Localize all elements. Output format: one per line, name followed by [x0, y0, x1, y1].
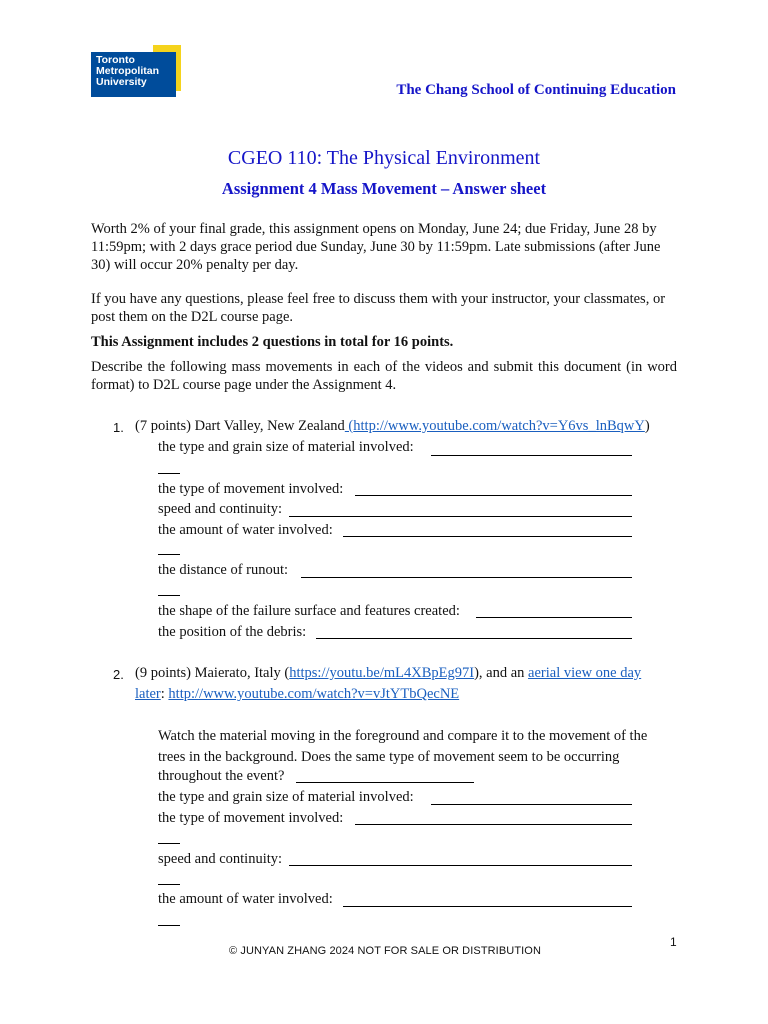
q1-failure-answer-line[interactable]	[476, 616, 632, 618]
q2-watch-line-3: throughout the event?	[158, 768, 285, 784]
q2-field-movement: the type of movement involved:	[158, 810, 344, 826]
q1-link-paren[interactable]: (	[344, 418, 354, 434]
q1-material-answer-line[interactable]	[431, 454, 632, 456]
q1-speed-answer-line[interactable]	[289, 515, 632, 517]
q1-debris-answer-line[interactable]	[316, 637, 632, 639]
logo-line-1: Toronto	[96, 54, 135, 66]
page-number: 1	[670, 935, 677, 949]
q2-movement-answer-line[interactable]	[355, 823, 632, 825]
intro-total: This Assignment includes 2 questions in total for 16 points.	[91, 334, 454, 350]
q2-water-answer-line[interactable]	[343, 905, 632, 907]
q1-video-link[interactable]: http://www.youtube.com/watch?v=Y6vs_lnBqwY	[353, 418, 645, 434]
copyright-footer: © JUNYAN ZHANG 2024 NOT FOR SALE OR DISTRIBUTION	[229, 945, 541, 957]
logo-wordmark	[96, 55, 159, 89]
q1-water-answer-line-cont[interactable]	[158, 554, 180, 555]
q1-field-failure: the shape of the failure surface and features created:	[158, 603, 460, 619]
logo-line-2: Metropolitan	[96, 65, 159, 78]
q1-field-material: the type and grain size of material involved:	[158, 439, 414, 455]
intro-worth: Worth 2% of your final grade, this assignment opens on Monday, June 24; due Friday, June 28 by 11:59pm; with 2 days grace period due Sunday, June 30 by 11:59pm. Late submissions (after June 30) will occur 20% penalty per day.	[91, 221, 661, 273]
q2-speed-answer-line[interactable]	[289, 864, 632, 866]
page-title: CGEO 110: The Physical Environment	[227, 147, 541, 169]
q1-runout-answer-line[interactable]	[301, 576, 632, 578]
q1-paren-close: )	[644, 418, 650, 434]
q2-field-water: the amount of water involved:	[158, 891, 333, 907]
q2-material-answer-line[interactable]	[431, 803, 632, 805]
q2-mid-text: ), and an	[474, 665, 529, 681]
q2-number: 2.	[113, 667, 124, 682]
q1-field-movement: the type of movement involved:	[158, 481, 344, 497]
school-name: The Chang School of Continuing Education	[396, 82, 676, 98]
q1-water-answer-line[interactable]	[343, 535, 632, 537]
q1-field-debris: the position of the debris:	[158, 624, 307, 640]
logo-line-3: University	[96, 76, 147, 89]
q2-aerial-view-link-cont[interactable]: later	[135, 686, 161, 702]
q2-video-link-1[interactable]: https://youtu.be/mL4XBpEg97I	[289, 665, 475, 681]
q1-number: 1.	[113, 420, 124, 435]
q2-field-speed: speed and continuity:	[158, 851, 283, 867]
q1-material-answer-line-cont[interactable]	[158, 473, 180, 474]
intro-questions: If you have any questions, please feel free to discuss them with your instructor, your classmates, or post them on the D2L course page.	[91, 291, 666, 325]
q2-video-link-2[interactable]: http://www.youtube.com/watch?v=vJtYTbQecNE	[168, 686, 460, 702]
q2-watch-line-2: trees in the background. Does the same type of movement seem to be occurring	[158, 749, 620, 765]
q2-speed-answer-line-cont[interactable]	[158, 884, 180, 885]
q2-heading-cont	[135, 685, 459, 703]
q2-heading	[135, 664, 641, 682]
q2-watch-answer-line[interactable]	[296, 781, 474, 783]
q1-heading	[135, 417, 650, 435]
q2-text: (9 points) Maierato, Italy (	[135, 665, 290, 681]
q2-colon: :	[160, 686, 169, 702]
q2-movement-answer-line-cont[interactable]	[158, 843, 180, 844]
q2-watch-line-1: Watch the material moving in the foreground and compare it to the movement of the	[158, 728, 648, 744]
q1-runout-answer-line-cont[interactable]	[158, 595, 180, 596]
q1-field-water: the amount of water involved:	[158, 522, 333, 538]
q2-aerial-view-link[interactable]: aerial view one day	[528, 665, 642, 681]
q1-text: (7 points) Dart Valley, New Zealand	[135, 418, 345, 434]
intro-describe: Describe the following mass movements in each of the videos and submit this document (in word format) to D2L course page under the Assignment 4.	[91, 359, 677, 393]
q2-field-material: the type and grain size of material involved:	[158, 789, 414, 805]
q1-field-runout: the distance of runout:	[158, 562, 289, 578]
q1-movement-answer-line[interactable]	[355, 494, 632, 496]
q2-water-answer-line-cont[interactable]	[158, 925, 180, 926]
university-logo	[91, 45, 181, 97]
page-subtitle: Assignment 4 Mass Movement – Answer sheet	[221, 179, 547, 198]
q1-field-speed: speed and continuity:	[158, 501, 283, 517]
